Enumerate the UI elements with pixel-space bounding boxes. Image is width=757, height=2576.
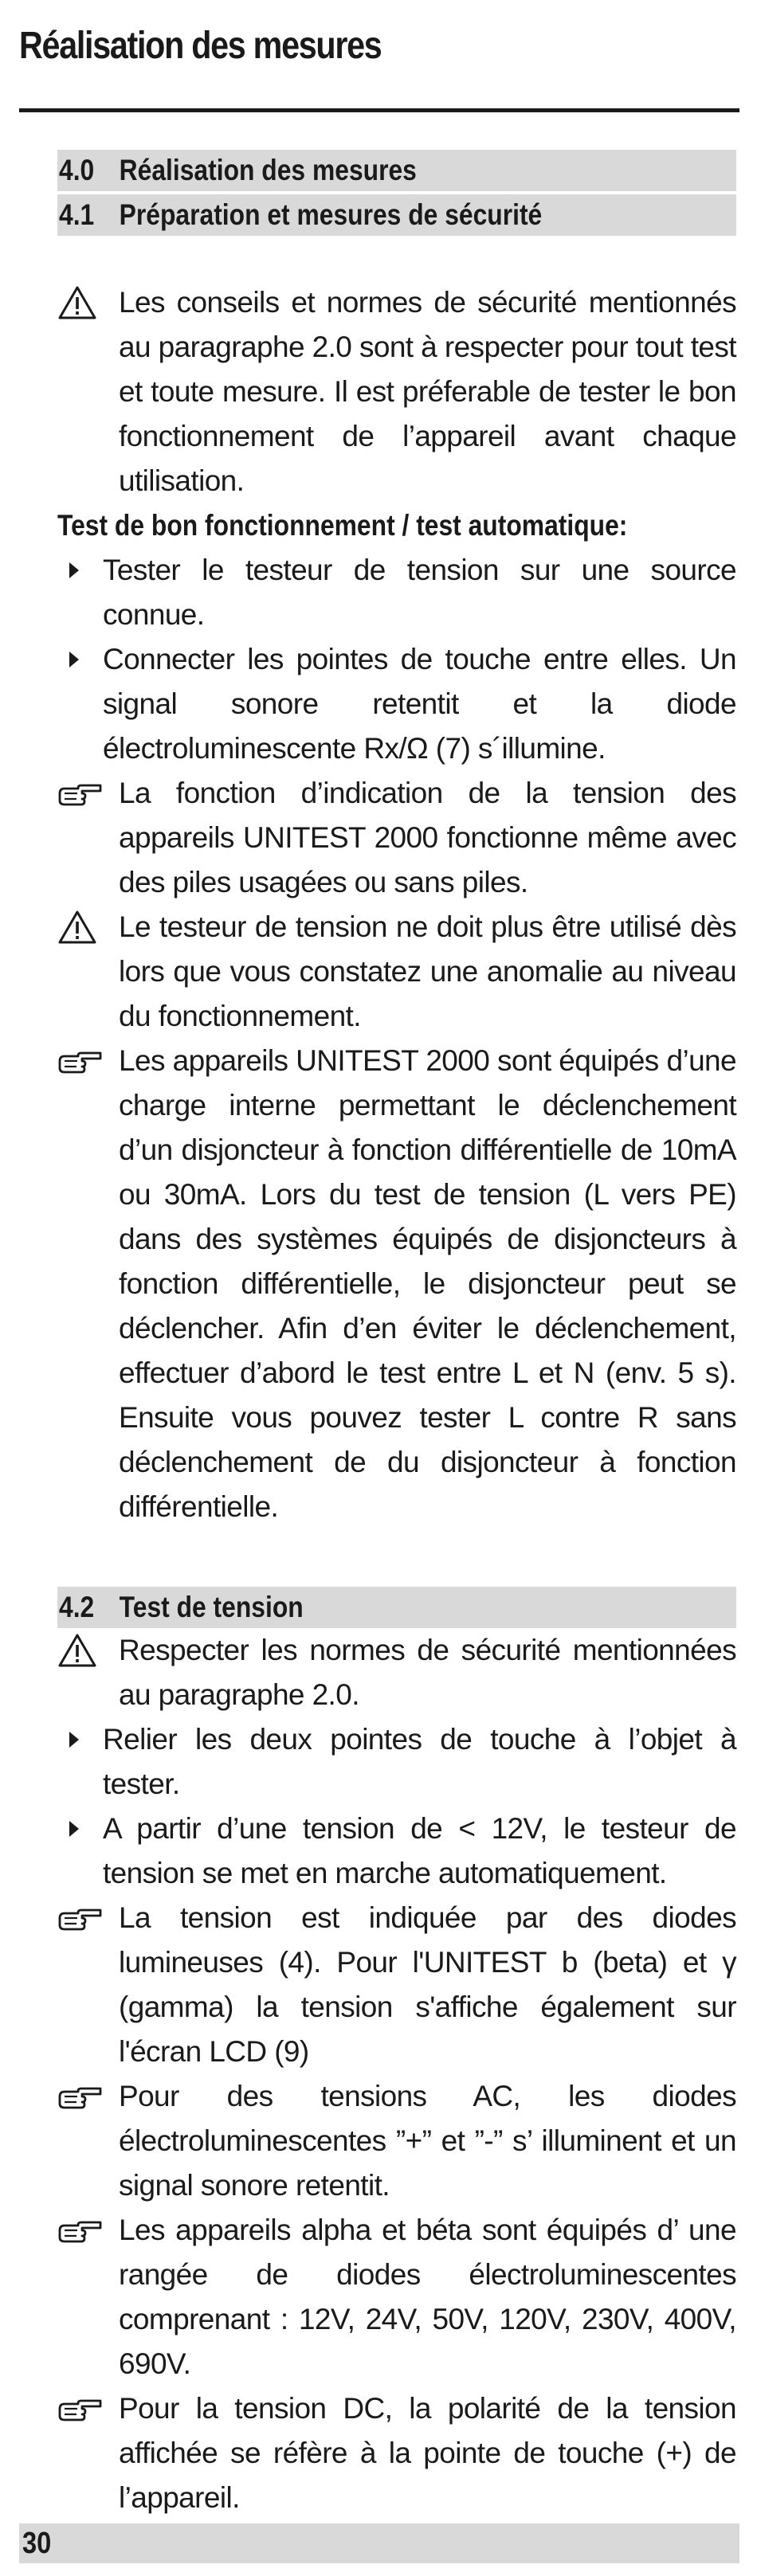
arrow-bullet-icon [67, 1717, 81, 1762]
arrow-bullet-icon [67, 548, 81, 593]
section-title: Test de tension [119, 1591, 304, 1623]
note-paragraph [57, 771, 736, 905]
pointing-hand-icon [57, 771, 102, 816]
warning-paragraph [57, 905, 736, 1039]
pointing-hand-icon [57, 2208, 102, 2253]
pointing-hand-icon [57, 1039, 102, 1083]
section-number: 4.0 [59, 154, 95, 186]
warning-triangle-icon [57, 905, 97, 949]
footer-bar [19, 2523, 739, 2563]
warning-triangle-icon [57, 280, 97, 325]
note-text: La tension est indiquée par des diodes lumineuses (4). Pour l'UNITEST b (beta) et γ (gamma) la tension s'affiche également sur l'écran LCD (9) [119, 1901, 736, 2068]
section-number: 4.2 [59, 1591, 95, 1623]
warning-text: Les conseils et normes de sécurité mentionnés au paragraphe 2.0 sont à respecter pour tout test et toute mesure. Il est préferable de tester le bon fonctionnement de l’appareil avant chaque utilisation. [119, 286, 736, 497]
step-text: Connecter les pointes de touche entre elles. Un signal sonore retentit et la diode électroluminescente Rx/Ω (7) s´illumine. [103, 643, 736, 765]
page-content [57, 150, 736, 2520]
warning-paragraph [57, 280, 736, 503]
note-paragraph [57, 2208, 736, 2386]
section-heading-4-0 [57, 150, 736, 191]
note-text: Pour la tension DC, la polarité de la tension affichée se réfère à la pointe de touche (+) de l’appareil. [119, 2392, 736, 2514]
page-number: 30 [22, 2527, 52, 2560]
title-divider [19, 108, 739, 112]
note-text: Les appareils alpha et béta sont équipés d’ une rangée de diodes électroluminescentes comprenant : 12V, 24V, 50V, 120V, 230V, 400V, 690V. [119, 2214, 736, 2380]
page-title: Réalisation des mesures [19, 25, 382, 67]
step-text: Tester le testeur de tension sur une source connue. [103, 554, 736, 631]
step-item [57, 548, 736, 637]
note-text: Pour des tensions AC, les diodes électroluminescentes ”+” et ”-” s’ illuminent et un signal sonore retentit. [119, 2080, 736, 2202]
step-text: A partir d’une tension de < 12V, le testeur de tension se met en marche automatiquement. [103, 1812, 736, 1889]
pointing-hand-icon [57, 2386, 102, 2431]
subheading: Test de bon fonctionnement / test automatique: [57, 509, 628, 542]
note-paragraph [57, 1896, 736, 2074]
section-heading-4-1 [57, 194, 736, 236]
step-item [57, 1807, 736, 1896]
step-text: Relier les deux pointes de touche à l’objet à tester. [103, 1723, 736, 1800]
section-heading-4-2 [57, 1587, 736, 1628]
note-paragraph [57, 1039, 736, 1529]
step-item [57, 637, 736, 771]
warning-paragraph [57, 1628, 736, 1717]
warning-triangle-icon [57, 1628, 97, 1673]
warning-text: Le testeur de tension ne doit plus être utilisé dès lors que vous constatez une anomalie au niveau du fonctionnement. [119, 910, 736, 1032]
note-paragraph [57, 2386, 736, 2520]
note-paragraph [57, 2074, 736, 2208]
note-text: La fonction d’indication de la tension des appareils UNITEST 2000 fonctionne même avec des piles usagées ou sans piles. [119, 777, 736, 898]
arrow-bullet-icon [67, 637, 81, 682]
warning-text: Respecter les normes de sécurité mentionnées au paragraphe 2.0. [119, 1634, 736, 1711]
pointing-hand-icon [57, 2074, 102, 2119]
pointing-hand-icon [57, 1896, 102, 1940]
section-title: Réalisation des mesures [119, 154, 417, 186]
section-title: Préparation et mesures de sécurité [119, 198, 543, 231]
section-number: 4.1 [59, 198, 95, 231]
step-item [57, 1717, 736, 1807]
arrow-bullet-icon [67, 1807, 81, 1851]
note-text: Les appareils UNITEST 2000 sont équipés d’une charge interne permettant le déclenchement d’un disjoncteur à fonction différentielle de 10mA ou 30mA. Lors du test de tension (L vers PE) dans des systèmes équipés de disjoncteurs à fonction différentielle, le disjoncteur peut se déclencher. Afin d’en éviter le déclenchement, effectuer d’abord le test entre L et N (env. 5 s). Ensuite vous pouvez tester L contre R sans déclenchement de du disjoncteur à fonction différentielle. [119, 1044, 736, 1523]
